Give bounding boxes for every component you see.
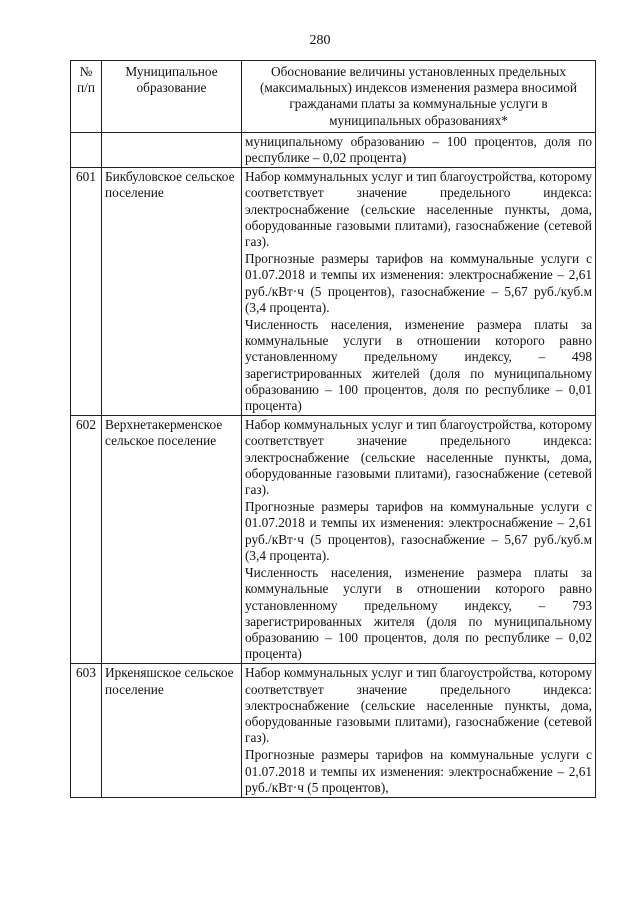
row-municipality: Иркеняшское сельское поселение	[102, 664, 242, 798]
paragraph-services: Набор коммунальных услуг и тип благоустройства, которому соответствует значение предельного индекса: электроснабжение (сельские населенные пункты, дома, оборудованные газовыми плитами), газоснабжение (сетевой газ).	[245, 417, 593, 498]
table-row	[71, 168, 596, 416]
row-justification	[242, 664, 596, 798]
header-municipality: Муниципальное образование	[102, 61, 242, 133]
continuation-num	[71, 132, 102, 167]
row-justification	[242, 168, 596, 416]
continuation-municipality	[102, 132, 242, 167]
paragraph-population: Численность населения, изменение размера платы за коммунальные услуги в отношении которого равно установленному предельному индексу, – 498 зарегистрированных жителей (доля по муниципальному образованию – 100 процентов, доля по республике – 0,01 процента)	[245, 317, 592, 414]
continuation-text: муниципальному образованию – 100 процентов, доля по республике – 0,02 процента)	[245, 133, 592, 166]
row-municipality: Бикбуловское сельское поселение	[102, 168, 242, 416]
page-number: 280	[309, 33, 331, 48]
table-row	[71, 664, 596, 798]
continuation-row	[71, 132, 596, 167]
table-row	[71, 416, 596, 664]
municipal-index-table	[70, 60, 596, 798]
row-justification	[242, 416, 596, 664]
header-num: № п/п	[71, 61, 102, 133]
header-justification: Обоснование величины установленных предельных (максимальных) индексов изменения размера вносимой гражданами платы за коммунальные услуги в муниципальных образованиях*	[242, 61, 596, 133]
paragraph-tariffs: Прогнозные размеры тарифов на коммунальные услуги с 01.07.2018 и темпы их изменения: электроснабжение – 2,61 руб./кВт·ч (5 процентов),	[245, 747, 592, 795]
paragraph-services: Набор коммунальных услуг и тип благоустройства, которому соответствует значение предельного индекса: электроснабжение (сельские населенные пункты, дома, оборудованные газовыми плитами), газоснабжение (сетевой газ).	[245, 169, 593, 250]
row-municipality: Верхнетакерменское сельское поселение	[102, 416, 242, 664]
paragraph-population: Численность населения, изменение размера платы за коммунальные услуги в отношении которого равно установленному предельному индексу, – 793 зарегистрированных жителя (доля по муниципальному образованию – 100 процентов, доля по республике – 0,02 процента)	[245, 565, 592, 662]
row-number: 602	[71, 416, 102, 664]
row-number: 601	[71, 168, 102, 416]
paragraph-tariffs: Прогнозные размеры тарифов на коммунальные услуги с 01.07.2018 и темпы их изменения: электроснабжение – 2,61 руб./кВт·ч (5 процентов), газоснабжение – 5,67 руб./куб.м (3,4 процента).	[245, 499, 592, 563]
continuation-justification	[242, 132, 596, 167]
row-number: 603	[71, 664, 102, 798]
paragraph-services: Набор коммунальных услуг и тип благоустройства, которому соответствует значение предельного индекса: электроснабжение (сельские населенные пункты, дома, оборудованные газовыми плитами), газоснабжение (сетевой газ).	[245, 665, 593, 746]
table-header-row	[71, 61, 596, 133]
paragraph-tariffs: Прогнозные размеры тарифов на коммунальные услуги с 01.07.2018 и темпы их изменения: электроснабжение – 2,61 руб./кВт·ч (5 процентов), газоснабжение – 5,67 руб./куб.м (3,4 процента).	[245, 251, 592, 315]
